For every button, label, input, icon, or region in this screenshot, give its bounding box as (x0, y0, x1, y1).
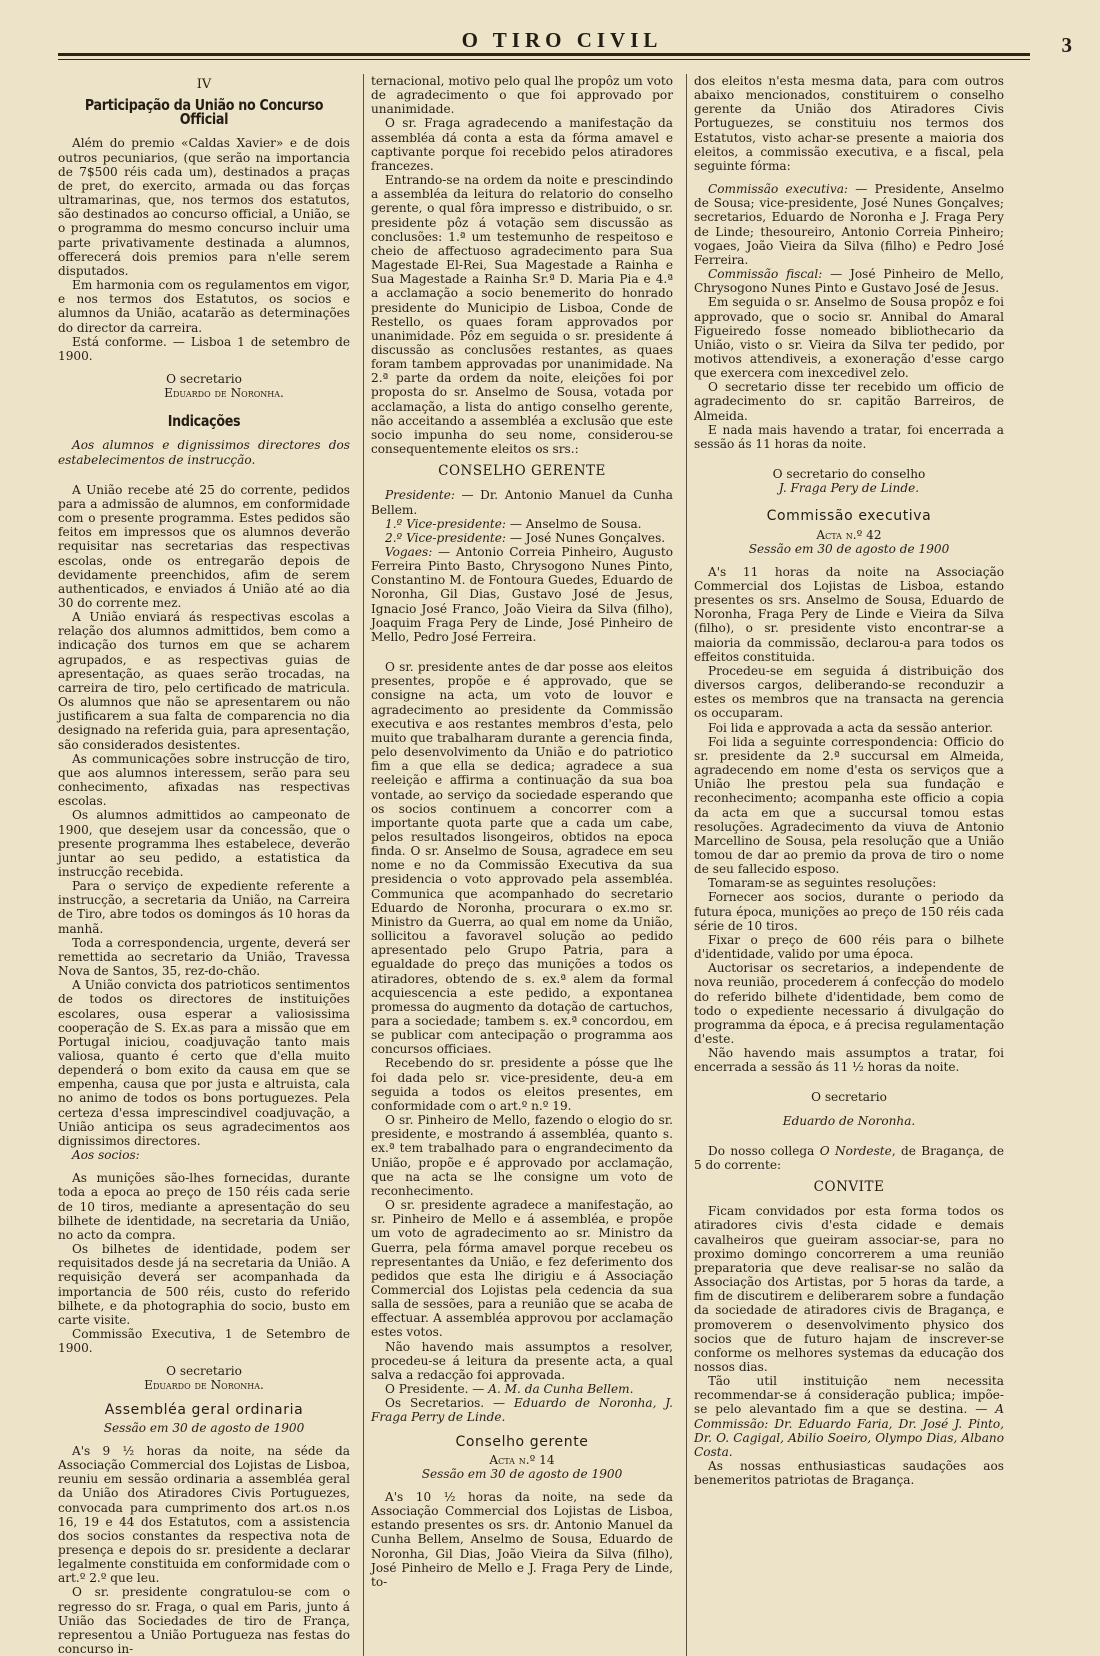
section-heading: Participação da União no Concurso Official (84, 96, 324, 129)
column-1 (58, 74, 350, 1656)
paragraph: Está conforme. — Lisboa 1 de setembro de 1900. (58, 334, 350, 363)
member-role: 2.º Vice-presidente: (385, 530, 507, 545)
assembleia-heading: Assembléa geral ordinaria (104, 1401, 304, 1418)
paragraph: Não havendo mais assumptos a tratar, foi encerrada a sessão ás 11 ½ horas da noite. (694, 1046, 1004, 1075)
paragraph: Os alumnos admittidos ao campeonato de 1900, que desejem usar da concessão, que o presente programma lhes estabelece, deverão juntar ao seu pedido, a estatistica da instrucção recebida. (58, 808, 350, 879)
text-run: , de Bragança, de 5 do corrente: (694, 1143, 1005, 1172)
committee-members: — Presidente, Anselmo de Sousa; vice-presidente, José Nunes Gonçalves; secretarios, Eduardo de Noronha e J. Fraga Pery de Linde; thesoureiro, Antonio Correia Pinheiro; vogaes, João Vieira da Silva (filho) e Pedro José Ferreira. (694, 182, 1004, 267)
conselho-gerente-heading: CONSELHO GERENTE (438, 463, 606, 480)
signature-line (371, 1396, 673, 1424)
signature-role: O secretario (166, 1364, 242, 1379)
signature-name: Eduardo de Noronha. (782, 1113, 916, 1128)
paragraph: A's 9 ½ horas da noite, na séde da Associação Commercial dos Lojistas de Lisboa, reuniu em sessão ordinaria a assembléa geral da União dos Atiradores Civis Portuguezes, convocada para cumprimento dos art.os n.os 16, 19 e 44 dos Estatutos, com a assistencia dos socios constantes da respectiva nota de presença e depois do sr. presidente a declarar legalmente constituida em conformidade com o art.º 2.º que leu. (58, 1443, 350, 1586)
acta-number: Acta n.º 42 (816, 527, 882, 542)
member-names: — Antonio Correia Pinheiro, Augusto Ferreira Pinto Basto, Chrysogono Nunes Pinto, Constantino M. de Fontoura Guedes, Eduardo de Noronha, Gil Dias, Gustavo José de Jesus, Ignacio José Franco, João Vieira da Silva (filho), Joaquim Fraga Pery de Linde, José Pinheiro de Mello, Pedro José Ferreira. (371, 545, 673, 644)
paragraph: Os bilhetes de identidade, podem ser requisitados desde já na secretaria da União. A requisição deverá ser acompanhada da importancia de 500 réis, custo do referido bilhete, e da photographia do socio, busto em carte visite. (58, 1242, 350, 1327)
header-rule-thin (58, 59, 1030, 60)
member-names: — Anselmo de Sousa. (506, 516, 642, 531)
acta-number: Acta n.º 14 (489, 1452, 555, 1467)
paragraph: Toda a correspondencia, urgente, deverá ser remettida ao secretario da União, Travessa Nova de Santos, 35, rez-do-chão. (58, 935, 350, 979)
paragraph: Ficam convidados por esta forma todos os atiradores civis d'esta cidade e demais cavalheiros que gueiram associar-se, para no proximo domingo concorrerem a uma reunião preparatoria que deve realisar-se no salão da Associação dos Artistas, por 5 horas da tarde, a fim de discutirem e deliberarem sobre a fundação da sociedade de atiradores civis de Bragança, e promoverem o desenvolvimento physico dos socios que de futuro hajam de inscrever-se conforme os melhores systemas da educação dos nossos dias. (694, 1204, 1004, 1374)
member-entry (371, 517, 673, 531)
paragraph: ternacional, motivo pelo qual lhe propôz um voto de agradecimento o que foi approvado por unanimidade. (371, 74, 673, 117)
column-2 (363, 74, 673, 1656)
paragraph: Auctorisar os secretarios, a independente de nova reunião, procederem á confecção do modelo do referido bilhete d'identidade, bem como de todo o expediente necessario á divulgação do programma da época, e á precisa regulamentação d'este. (694, 961, 1004, 1046)
newspaper-title: O TIRO CIVIL (461, 28, 663, 52)
paragraph: Em seguida o sr. Anselmo de Sousa propôz e foi approvado, que o socio sr. Annibal do Amaral Figueiredo fosse nomeado bibliothecario da União, visto o sr. Vieira da Silva ter pedido, por motivos attendiveis, a exoneração d'esse cargo que exercera com inexcedivel zelo. (694, 295, 1004, 381)
paragraph: A União convicta dos patrioticos sentimentos de todos os directores de instituições escolares, ousa esperar a valiosissima cooperação de S. Ex.as para a missão que em Portugal iniciou, coadjuvação tanto mais valiosa, quanto é certo que d'ella muito dependerá o bom exito da causa em que se empenha, causa que por justa e altruista, cala no animo de todos os bons portuguezes. Pela certeza d'essa imprescindivel coadjuvação, a União anticipa os seus agradecimentos aos dignissimos directores. (58, 978, 350, 1148)
paragraph: Entrando-se na ordem da noite e prescindindo a assembléa da leitura do relatorio do conselho gerente, o qual fôra impresso e distribuido, o sr. presidente pôz á votação sem discussão as conclusões: 1.ª um testemunho de respeitoso e cheio de affectuoso agradecimento para Sua Magestade El-Rei, Sua Magestade a Rainha e Sua Magestade a Rainha Sr.ª D. Maria Pia e 4.ª a acclamação a socio benemerito do honrado presidente do Municipio de Lisboa, Conde de Restello, os quaes foram approvados por unanimidade. Pôz em seguida o sr. presidente á discussão as conclusões restantes, as quaes foram tambem approvadas por unanimidade. Na 2.ª parte da ordem da noite, eleições foi por proposta do sr. Anselmo de Sousa, votada por acclamação, a lista do antigo conselho gerente, não acceitando a assembléa a exclusão que este socio impunha do seu nome, considerou-se consequentemente eleitos os srs.: (371, 173, 673, 457)
signature-name: Eduardo de Noronha. (144, 1378, 264, 1393)
paragraph: Foi lida a seguinte correspondencia: Officio do sr. presidente da 2.ª succursal em Almeida, agradecendo em nome d'esta os serviços que a União lhe prestou pela sua fundação e reconhecimento; acompanha este officio a copia da acta em que a succursal tomou estas resoluções. Agradecimento da viuva de Antonio Marcellino de Sousa, pela resolução que a União tomou de dar ao premio da prova de tiro o nome de seu fallecido esposo. (694, 734, 1004, 877)
signature-role: O Presidente. — (385, 1382, 489, 1397)
member-entry (371, 531, 673, 545)
paragraph: Para o serviço de expediente referente a instrucção, a secretaria da União, na Carreira de Tiro, abre todos os domingos ás 10 horas da manhã. (58, 879, 350, 936)
member-role: 1.º Vice-presidente: (385, 516, 507, 531)
section-number: IV (196, 77, 212, 92)
committee-members: — José Pinheiro de Mello, Chrysogono Nunes Pinto e Gustavo José de Jesus. (694, 267, 1004, 296)
header-rule-thick (58, 53, 1030, 56)
paragraph: As nossas enthusiasticas saudações aos benemeritos patriotas de Bragança. (694, 1459, 1004, 1488)
paragraph: O sr. presidente agradece a manifestação, ao sr. Pinheiro de Mello e á assembléa, e propõe um voto de agradecimento ao sr. Ministro da Guerra, pela fórma amavel porque recebeu os representantes da União, e fez deferimento dos pedidos que esta lhe dirigiu e á Associação Commercial dos Lojistas pela cedencia da sua salla de sessões, para a reunião que se acaba de effectuar. A assembléa approvou por acclamação estes votos. (371, 1198, 673, 1340)
paragraph: A União enviará ás respectivas escolas a relação dos alumnos admittidos, bem como a indicação dos turnos em que se acharem agrupados, e as respectivas guias de apresentação, as quaes serão trocadas, na carreira de tiro, pelo certificado de matricula. Os alumnos que não se apresentarem ou não justificarem a sua falta de comparencia no dia designado na referida guia, para apresentação, são considerados desistentes. (58, 610, 350, 752)
signature-role: O secretario (811, 1090, 887, 1105)
member-entry (371, 545, 673, 644)
conselho-gerente-acta-heading: Conselho gerente (455, 1433, 589, 1450)
page-number: 3 (1061, 33, 1072, 57)
signature-name: Eduardo de Noronha. (164, 386, 284, 401)
committee-entry (694, 182, 1004, 267)
signature-line (371, 1382, 673, 1396)
signature-name: Eduardo de Noronha, J. Fraga Perry de Linde. (371, 1396, 673, 1425)
member-entry (371, 488, 673, 516)
indicacoes-intro: Aos alumnos e dignissimos directores dos estabelecimentos de instrucção. (58, 438, 350, 467)
signature-role: Os Secretarios. — (385, 1396, 514, 1411)
text-run: Tão util instituição nem necessita recommendar-se á consideração publica; impõe-se pelo alevantado fim a que se destina. — (694, 1374, 1004, 1417)
paragraph: Não havendo mais assumptos a resolver, procedeu-se á leitura da presente acta, a qual salva a redacção foi approvada. (371, 1339, 673, 1382)
indicacoes-heading: Indicações (167, 412, 241, 431)
paragraph: A's 11 horas da noite na Associação Commercial dos Lojistas de Lisboa, estando presentes os srs. Anselmo de Sousa, Eduardo de Noronha, Fraga Pery de Linde e Vieira da Silva (filho), o sr. presidente visto encontrar-se a maioria da commissão, declarou-a para todos os effeitos constituida. (694, 564, 1004, 664)
convite-heading: CONVITE (813, 1179, 885, 1196)
committee-label: Commissão executiva: (708, 182, 849, 197)
session-date: Sessão em 30 de agosto de 1900 (748, 541, 950, 556)
paragraph: O secretario disse ter recebido um officio de agradecimento do sr. capitão Barreiros, de Almeida. (694, 380, 1004, 423)
paragraph: As munições são-lhes fornecidas, durante toda a epoca ao preço de 150 réis cada serie de 10 tiros, mediante a apresentação do seu bilhete de identidade, na secretaria da União, no acto da compra. (58, 1171, 350, 1242)
paragraph: A's 10 ½ horas da noite, na sede da Associação Commercial dos Lojistas de Lisboa, estando presentes os srs. dr. Antonio Manuel da Cunha Bellem, Anselmo de Sousa, Eduardo de Noronha, Gil Dias, João Vieira da Silva (filho), José Pinheiro de Mello e J. Fraga Pery de Linde, to- (371, 1490, 673, 1589)
paragraph: E nada mais havendo a tratar, foi encerrada a sessão ás 11 horas da noite. (694, 422, 1004, 451)
column-3 (686, 74, 1004, 1656)
text-run: Do nosso collega (708, 1143, 820, 1158)
article-columns (58, 74, 1074, 1656)
paragraph: As communicações sobre instrucção de tiro, que aos alumnos interessem, serão para seu conhecimento, afixadas nas respectivas escolas. (58, 751, 350, 809)
paragraph: Em harmonia com os regulamentos em vigor, e nos termos dos Estatutos, os socios e alumnos da União, acatarão as determinações do director da carreira. (58, 278, 350, 335)
session-date: Sessão em 30 de agosto de 1900 (103, 1420, 305, 1435)
paragraph: O sr. Fraga agradecendo a manifestação da assembléa dá conta a esta da fórma amavel e captivante porque foi recebido pelos atiradores francezes. (371, 116, 673, 173)
masthead (50, 0, 1074, 60)
member-names: — Dr. Antonio Manuel da Cunha Bellem. (371, 488, 673, 517)
paragraph: A União recebe até 25 do corrente, pedidos para a admissão de alumnos, em conformidade com o presente programma. Estes pedidos são feitos em impressos que os alumnos deverão requisitar nas secretarias das respectivas escolas, onde os entregarão depois de devidamente preenchidos, afim de serem authenticados, e enviados á União até ao dia 30 do corrente mez. (58, 482, 350, 610)
member-names: — José Nunes Gonçalves. (506, 530, 666, 545)
committee-entry (694, 267, 1004, 295)
paragraph: Recebendo do sr. presidente a pósse que lhe foi dada pelo sr. vice-presidente, deu-a em seguida a todos os eleitos presentes, em conformidade com o art.º n.º 19. (371, 1056, 673, 1113)
newspaper-name: O Nordeste (819, 1143, 892, 1158)
session-date: Sessão em 30 de agosto de 1900 (421, 1466, 623, 1481)
paragraph: Além do premio «Caldas Xavier» e de dois outros pecuniarios, (que serão na importancia de 7$500 réis cada um), destinados a praças de pret, do exercito, armada ou das forças ultramarinas, que, nos termos dos estatutos, são destinados ao concurso official, a União, se o programma do mesmo concurso incluir uma parte privativamente destinada a alumnos, offerecerá dois premios para n'elle serem disputados. (58, 136, 350, 278)
paragraph: Procedeu-se em seguida á distribuição dos diversos cargos, deliberando-se reconduzir a estes os membros que na transacta na gerencia os occuparam. (694, 663, 1004, 721)
paragraph: O sr. Pinheiro de Mello, fazendo o elogio do sr. presidente, e mostrando á assembléa, quanto s. ex.ª tem trabalhado para o engrandecimento da União, propõe e é approvado por acclamação, que na acta se lhe consigne um voto de reconhecimento. (371, 1113, 673, 1198)
paragraph: Tomaram-se as seguintes resoluções: (708, 876, 937, 891)
paragraph: O sr. presidente antes de dar posse aos eleitos presentes, propõe e é approvado, que se consigne na acta, um voto de louvor e agradecimento ao presidente da Commissão executiva e aos restantes membros d'esta, pelo muito que trabalharam durante a gerencia finda, pelo desenvolvimento da União e do patriotico fim a que ella se dedica; agradece a sua reeleição e affirma a continuação da sua boa vontade, ao serviço da sociedade esperando que os socios continuem a concorrer com a importante quota parte que a cada um cabe, pelos resultados lisongeiros, obtidos na epoca finda. O sr. Anselmo de Sousa, agradece em seu nome e no da Commissão Executiva da sua presidencia o voto approvado pela assembléa. Communica que acompanhado do secretario Eduardo de Noronha, procurara o ex.mo sr. Ministro da Guerra, ao qual em nome da União, sollicitou a favoravel solução ao pedido apresentado pelo Grupo Patria, para a egualdade do preço das munições a todos os atiradores, obtendo de s. ex.ª alem da formal acquiescencia a este pedido, a expontanea promessa do augmento da dotação de cartuchos, para a sociedade; tambem s. ex.ª concordou, em se publicar com antecipação o programma aos concursos officiaes. (371, 660, 673, 1057)
paragraph: Foi lida e approvada a acta da sessão anterior. (708, 720, 993, 735)
signature-role: O secretario do conselho (772, 467, 926, 482)
commission-signatories: A Commissão: Dr. Eduardo Faria, Dr. José J. Pinto, Dr. O. Cagigal, Abilio Soeiro, Olympo Dias, Albano Costa. (694, 1402, 1004, 1459)
socios-label: Aos socios: (72, 1148, 140, 1163)
signature-name: A. M. da Cunha Bellem. (488, 1382, 634, 1397)
committee-label: Commissão fiscal: (708, 267, 823, 282)
member-role: Vogaes: (385, 545, 433, 559)
paragraph (694, 1144, 1004, 1172)
paragraph: dos eleitos n'esta mesma data, para com outros abaixo mencionados, constituirem o conselho gerente da União dos Atiradores Civis Portuguezes, se constituiu nos termos dos Estatutos, visto achar-se presente a maioria dos eleitos, a commissão executiva, e a fiscal, pela seguinte fórma: (694, 74, 1004, 173)
signature-name: J. Fraga Pery de Linde. (778, 481, 920, 496)
signature-role: O secretario (166, 371, 242, 386)
paragraph (694, 1374, 1004, 1459)
paragraph: Fornecer aos socios, durante o periodo da futura época, munições ao preço de 150 réis cada série de 10 tiros. (694, 890, 1004, 933)
member-role: Presidente: (385, 488, 455, 503)
paragraph: Commissão Executiva, 1 de Setembro de 1900. (58, 1326, 350, 1356)
paragraph: Fixar o preço de 600 réis para o bilhete d'identidade, valido por uma época. (694, 932, 1004, 962)
paragraph: O sr. presidente congratulou-se com o regresso do sr. Fraga, o qual em Paris, junto á União das Sociedades de tiro de França, representou a União Portugueza nas festas do concurso in- (58, 1585, 350, 1656)
commissao-executiva-heading: Commissão executiva (766, 508, 932, 525)
